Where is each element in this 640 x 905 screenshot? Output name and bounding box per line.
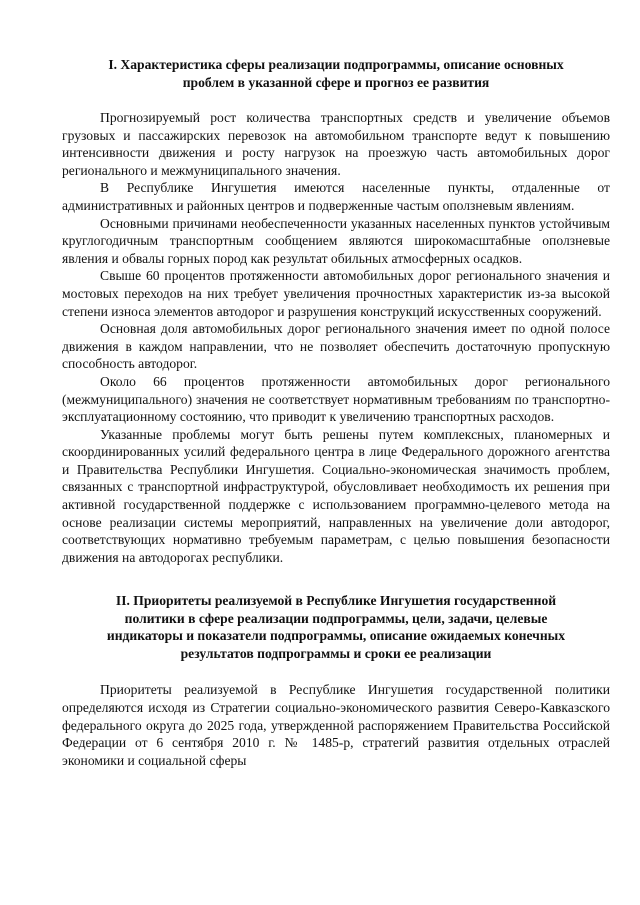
paragraph: Свыше 60 процентов протяженности автомобильных дорог регионального значения и мостовых переходов на них требует увеличения прочностных характеристик из-за высокой степени износа элементов автодорог и разрушения конструкций искусственных сооружений. bbox=[62, 268, 610, 319]
paragraph: Прогнозируемый рост количества транспортных средств и увеличение объемов грузовых и пассажирских перевозок на автомобильном транспорте ведут к повышению интенсивности движения и росту нагрузок на проезжую часть автомобильных дорог регионального и межмуниципального значения. bbox=[62, 110, 610, 178]
paragraph: Около 66 процентов протяженности автомобильных дорог регионального (межмуниципального) значения не соответствует нормативным требованиям по транспортно-эксплуатационному состоянию, что приводит к увеличению транспортных расходов. bbox=[62, 373, 610, 425]
section-1-heading: I. Характеристика сферы реализации подпрограммы, описание основных проблем в указанной сфере и прогноз ее развития bbox=[108, 57, 564, 90]
paragraph: Приоритеты реализуемой в Республике Ингушетия государственной политики определяются исходя из Стратегии социально-экономического развития Северо-Кавказского федерального округа до 2025 года, утвержденной распоряжением Правительства Российской Федерации от 6 сентября 2010 г. № 1485-р, стратегий развития отдельных отраслей экономики и социальной сферы bbox=[62, 682, 610, 768]
section-2-body bbox=[62, 681, 610, 769]
paragraph: Основная доля автомобильных дорог регионального значения имеет по одной полосе движения в каждом направлении, что не позволяет обеспечить достаточную пропускную способность автодорог. bbox=[62, 321, 610, 372]
section-2-heading: II. Приоритеты реализуемой в Республике Ингушетия государственной политики в сфере реализации подпрограммы, цели, задачи, целевые индикаторы и показатели подпрограммы, описание ожидаемых конечных результатов подпрограммы и сроки ее реализации bbox=[106, 593, 566, 661]
document-page bbox=[62, 56, 610, 769]
paragraph: В Республике Ингушетия имеются населенные пункты, отдаленные от административных и районных центров и подверженные частым оползневым явлениям. bbox=[62, 180, 610, 213]
paragraph: Основными причинами необеспеченности указанных населенных пунктов устойчивым круглогодичным транспортным сообщением являются широкомасштабные оползневые явления и обвалы горных пород как результат обильных атмосферных осадков. bbox=[62, 215, 610, 266]
section-1-body bbox=[62, 109, 610, 566]
paragraph: Указанные проблемы могут быть решены путем комплексных, планомерных и скоординированных усилий федерального центра в лице Федерального дорожного агентства и Правительства Республики Ингушетия. Социально-экономическая значимость проблем, связанных с транспортной инфраструктурой, обусловливает необходимость их решения при активной государственной поддержке с использованием программно-целевого метода на основе реализации системы мероприятий, направленных на увеличение доли автодорог, соответствующих нормативно требуемым параметрам, с целью повышения безопасности движения на автодорогах республики. bbox=[62, 426, 610, 565]
